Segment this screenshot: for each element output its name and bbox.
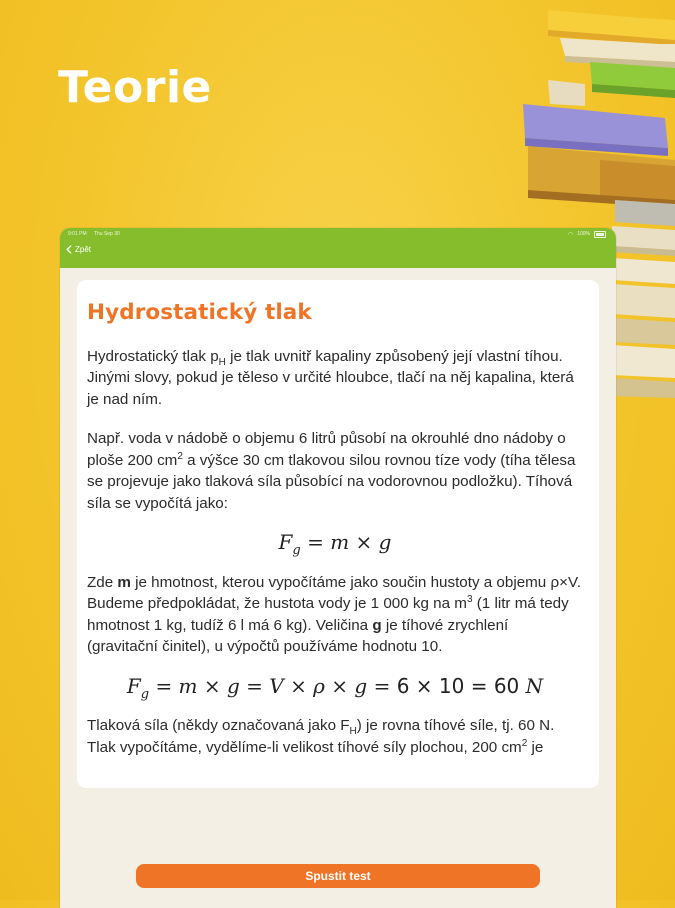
status-date: Thu Sep 30 <box>93 231 120 237</box>
wifi-icon: ◠ <box>567 231 574 238</box>
formula-weight <box>87 530 583 558</box>
p3-sup: 3 <box>466 593 473 605</box>
p1-text: Hydrostatický tlak p <box>87 347 219 365</box>
paragraph-3 <box>87 572 583 658</box>
formula2-mid: = m × g = V × ρ × g = <box>155 673 391 698</box>
tablet-frame <box>60 228 616 908</box>
formula2-unit: N <box>525 673 544 698</box>
hero-title: Teorie <box>58 62 212 113</box>
formula2-sub: g <box>140 686 150 702</box>
p2-sup: 2 <box>177 450 183 462</box>
article-card <box>77 280 599 788</box>
chevron-left-icon <box>66 245 72 254</box>
p4-tail: je <box>527 738 544 756</box>
battery-icon <box>594 231 606 238</box>
paragraph-4 <box>87 715 583 758</box>
p4-sup: 2 <box>521 737 528 749</box>
p4-sub: H <box>349 726 357 738</box>
p3-bold-m: m <box>117 573 131 591</box>
back-label: Zpět <box>75 245 92 254</box>
formula1-sub: g <box>292 543 301 558</box>
p3-text-3: (1 litr má tedy hmotnost 1 kg, tudíž 6 l má 6 kg). Veličina <box>87 595 569 634</box>
formula2-lhs: F <box>126 673 141 698</box>
formula-force <box>87 673 583 702</box>
p3-text-1: Zde <box>87 573 118 591</box>
back-button[interactable] <box>66 245 91 254</box>
status-bar <box>68 229 606 239</box>
nav-bar <box>60 228 616 268</box>
formula2-numbers: 6 × 10 = 60 <box>396 673 520 698</box>
start-test-button[interactable]: Spustit test <box>136 864 540 888</box>
p3-text-4: je tíhové zrychlení (gravitační činitel), u výpočtů používáme hodnotu 10. <box>87 616 509 655</box>
p2-text: Např. voda v nádobě o objemu 6 litrů působí na okrouhlé dno nádoby o ploše 200 cm <box>87 430 566 469</box>
formula1-lhs: F <box>278 530 293 554</box>
paragraph-1 <box>87 346 583 411</box>
paragraph-2 <box>87 428 583 514</box>
p4-text: Tlaková síla (někdy označovaná jako F <box>87 717 350 734</box>
p4-text-rest: ) je rovna tíhové síle, tj. 60 N. Tlak vypočítáme, vydělíme-li velikost tíhové síly plochou, 200 cm <box>87 717 555 756</box>
p1-text-rest: je tlak uvnitř kapaliny způsobený její vlastní tíhou. Jinými slovy, pokud je těleso v určité hloubce, tlačí na něj kapalina, která je nad ním. <box>87 347 574 408</box>
p1-sub: H <box>218 356 226 368</box>
p3-bold-g: g <box>372 616 382 634</box>
article-title: Hydrostatický tlak <box>87 300 312 325</box>
formula1-rhs: = m × g <box>307 530 392 554</box>
battery-percent: 100% <box>577 231 590 237</box>
p3-text-2: je hmotnost, kterou vypočítáme jako součin hustoty a objemu ρ×V. Budeme předpokládat, že hustota vody je 1 000 kg na m <box>87 573 581 612</box>
article-content <box>77 280 599 758</box>
status-time: 9:01 PM <box>68 231 87 237</box>
p2-text-rest: a výšce 30 cm tlakovou silou rovnou tíze vody (tíha tělesa se projevuje jako tlaková síla působící na vodorovnou podložku). Tíhová síla se vypočítá jako: <box>87 451 576 512</box>
